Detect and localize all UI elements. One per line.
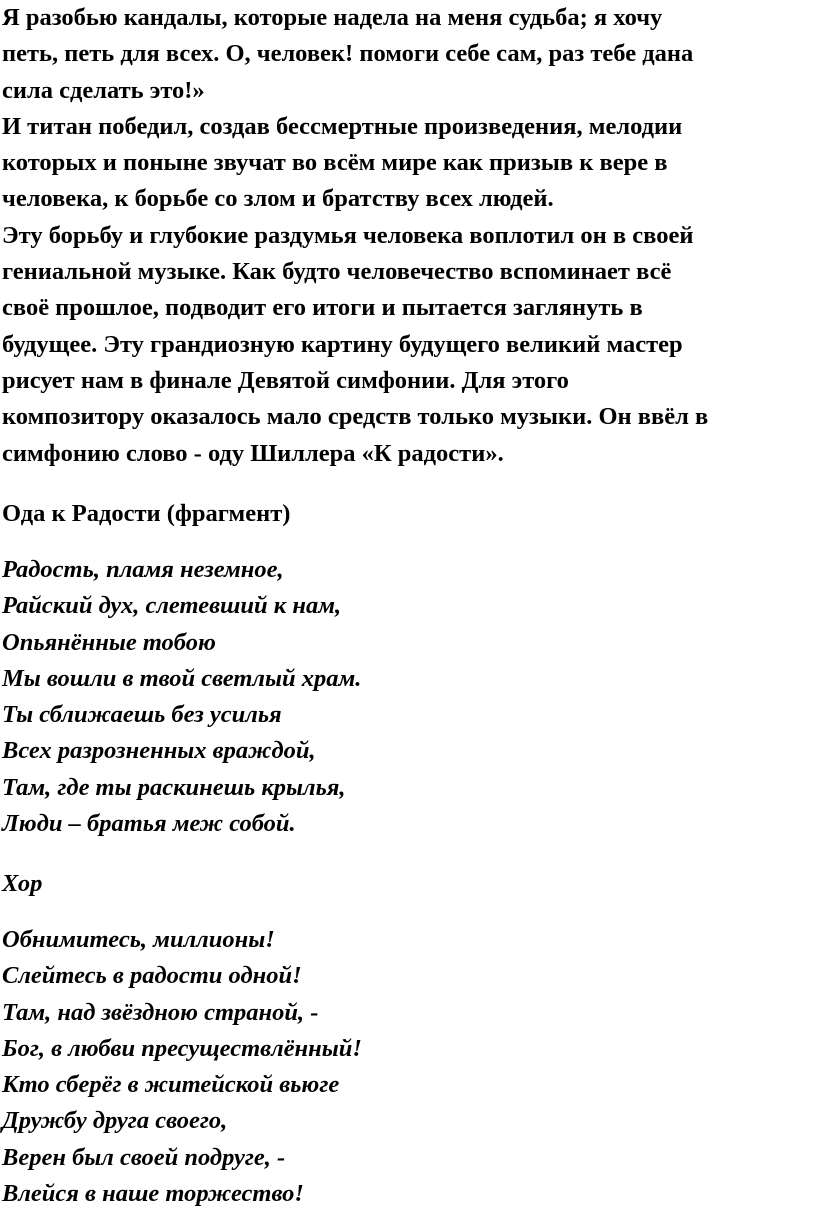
- poem-line: Ты сближаешь без усилья: [2, 701, 282, 729]
- prose-line: петь, петь для всех. О, человек! помоги себе сам, раз тебе дана: [2, 40, 694, 68]
- poem-verse-2: [2, 922, 362, 1212]
- prose-line: которых и поныне звучат во всём мире как призыв к вере в: [2, 149, 668, 177]
- poem-line: Кто сберёг в житейской вьюге: [2, 1071, 340, 1099]
- prose-line: рисует нам в финале Девятой симфонии. Для этого: [2, 366, 569, 394]
- poem-line: Там, где ты раскинешь крылья,: [2, 773, 346, 801]
- prose-line: своё прошлое, подводит его итоги и пытается заглянуть в: [2, 294, 643, 322]
- document-page: [2, 0, 814, 1208]
- poem-line: Дружбу друга своего,: [2, 1107, 228, 1135]
- poem-verse-1: [2, 552, 361, 842]
- poem-line: Бог, в любви пресуществлённый!: [2, 1034, 362, 1062]
- poem-line: Мы вошли в твой светлый храм.: [2, 664, 362, 692]
- poem-line: Опьянённые тобою: [2, 628, 216, 656]
- prose-line: будущее. Эту грандиозную картину будущего великий мастер: [2, 330, 683, 358]
- poem-line: Всех разрозненных враждой,: [2, 737, 316, 765]
- poem-line: Влейся в наше торжество!: [2, 1180, 304, 1208]
- poem-line: Верен был своей подруге, -: [2, 1143, 286, 1171]
- ode-title: Ода к Радости (фрагмент): [2, 500, 291, 527]
- poem-line: Радость, пламя неземное,: [2, 556, 284, 583]
- prose-paragraphs: [2, 0, 814, 472]
- prose-line: симфонию слово - оду Шиллера «К радости».: [2, 439, 504, 467]
- poem-line: Обнимитесь, миллионы!: [2, 926, 275, 953]
- prose-line: человека, к борьбе со злом и братству всех людей.: [2, 185, 554, 213]
- prose-line: гениальной музыке. Как будто человечество вспоминает всё: [2, 258, 672, 286]
- prose-line: Эту борьбу и глубокие раздумья человека воплотил он в своей: [2, 221, 694, 249]
- poem-line: Там, над звёздною страной, -: [2, 998, 319, 1026]
- prose-line: сила сделать это!»: [2, 76, 205, 104]
- prose-line: Я разобью кандалы, которые надела на меня судьба; я хочу: [2, 4, 663, 31]
- poem-line: Слейтесь в радости одной!: [2, 962, 302, 990]
- poem-line: Райский дух, слетевший к нам,: [2, 592, 342, 620]
- chorus-label: Хор: [2, 870, 43, 897]
- prose-line: композитору оказалось мало средств только музыки. Он ввёл в: [2, 403, 709, 431]
- poem-line: Люди – братья меж собой.: [2, 810, 296, 838]
- prose-line: И титан победил, создав бессмертные произведения, мелодии: [2, 112, 683, 140]
